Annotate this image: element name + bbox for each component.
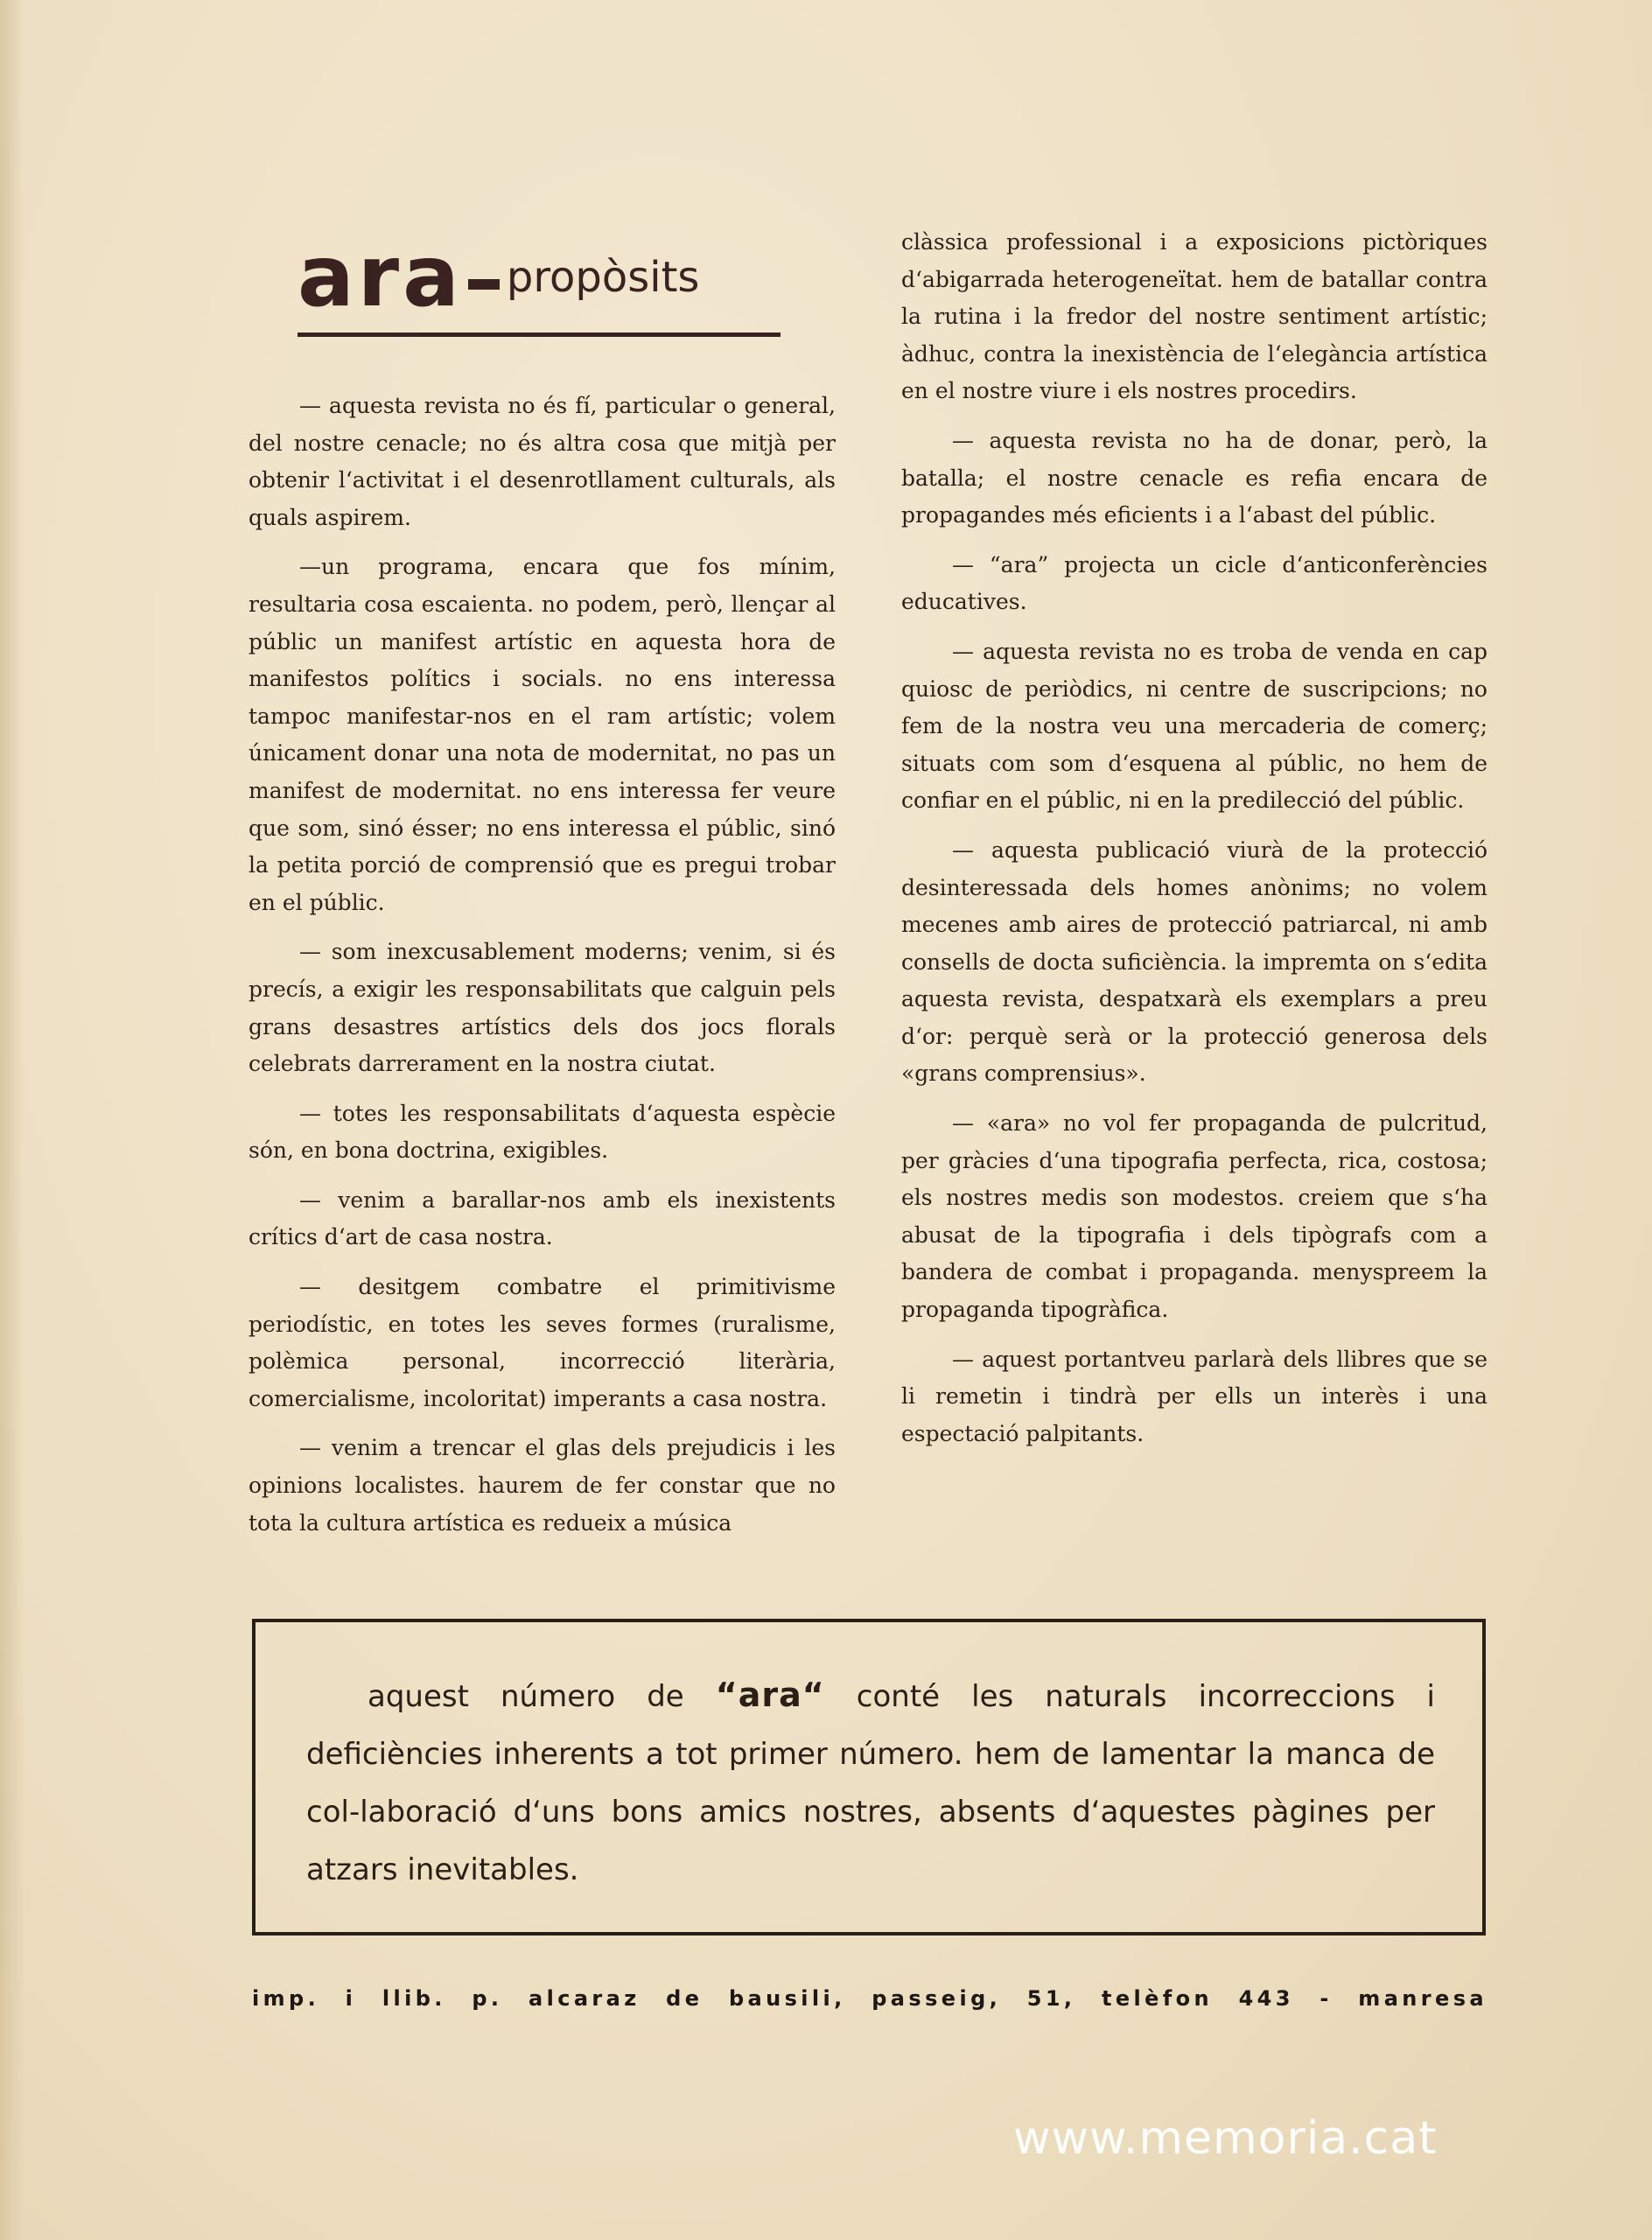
paper-edge-shadow bbox=[0, 0, 24, 2240]
paragraph: — aquesta revista no es troba de venda en cap quiosc de periòdics, ni centre de suscripcions; no fem de la nostra veu una mercaderia de comerç; situats com som d‘esquena al públic, no hem de confiar en el públic, ni en la predilecció del públic. bbox=[901, 638, 1488, 814]
paragraph: — venim a trencar el glas dels prejudicis i les opinions localistes. haurem de fer constar que no tota la cultura artística es redueix a música bbox=[248, 1435, 836, 1536]
title-dash bbox=[468, 279, 500, 290]
right-column bbox=[901, 224, 1488, 1465]
notice-body: conté les naturals incorreccions i deficiències inherents a tot primer número. hem de lamentar la manca de col-laboració d‘uns bons amics nostres, absents d‘aquestes pàgines per atzars inevitables. bbox=[306, 1679, 1435, 1887]
paragraph-continuation: clàssica professional i a exposicions pictòriques d‘abigarrada heterogeneïtat. hem de batallar contra la rutina i la fredor del nostre sentiment artístic; àdhuc, contra la inexistència de l‘elegància artística en el nostre viure i els nostres procedirs. bbox=[901, 229, 1488, 404]
paragraph: — som inexcusablement moderns; venim, si és precís, a exigir les responsabilitats que calguin pels grans desastres artístics dels dos jocs florals celebrats darrerament en la nostra ciutat. bbox=[248, 939, 836, 1077]
notice-ara-name: “ara“ bbox=[715, 1676, 825, 1714]
paragraph: — aquesta revista no és fí, particular o general, del nostre cenacle; no és altra cosa que mitjà per obtenir l‘activitat i el desenrotllament culturals, als quals aspirem. bbox=[248, 393, 836, 530]
paragraph: — venim a barallar-nos amb els inexistents crítics d‘art de casa nostra. bbox=[248, 1186, 836, 1250]
paragraph: — “ara” projecta un cicle d‘anticonferències educatives. bbox=[901, 551, 1488, 615]
paragraph: — aquesta publicació viurà de la protecció desinteressada dels homes anònims; no volem mecenes amb aires de protecció patriarcal, ni amb consells de docta suficiència. la impremta on s‘edita aquesta revista, despatxarà els exemplars a preu d‘or: perquè serà or la protecció generosa dels «grans comprensius». bbox=[901, 836, 1488, 1087]
paragraph: —un programa, encara que fos mínim, resultaria cosa escaienta. no podem, però, llençar al públic un manifest artístic en aquesta hora de manifestos polítics i socials. no ens interessa tampoc manifestar-nos en el ram artístic; volem únicament donar una nota de modernitat, no pas un manifest de modernitat. no ens interessa fer veure que som, sinó ésser; no ens interessa el públic, sinó la petita porció de comprensió que es pregui trobar en el públic. bbox=[248, 554, 836, 915]
title-main: ara bbox=[298, 228, 463, 326]
paragraph: — desitgem combatre el primitivisme periodístic, en totes les seves formes (ruralisme, polèmica personal, incorrecció literària, comercialisme, incoloritat) imperants a casa nostra. bbox=[248, 1274, 836, 1411]
title-subtitle: propòsits bbox=[506, 253, 700, 302]
left-column bbox=[248, 388, 836, 1554]
paragraph: — totes les responsabilitats d‘aquesta espècie són, en bona doctrina, exigibles. bbox=[248, 1100, 836, 1164]
notice-text bbox=[306, 1666, 1435, 1899]
printer-imprint: imp. i llib. p. alcaraz de bausili, passeig, 51, telèfon 443 - manresa bbox=[252, 1986, 1488, 2011]
title-underline bbox=[298, 332, 780, 337]
watermark: www.memoria.cat bbox=[1013, 2112, 1438, 2165]
notice-box bbox=[252, 1619, 1486, 1936]
article-title bbox=[298, 228, 780, 326]
paragraph: — aquest portantveu parlarà dels llibres que se li remetin i tindrà per ells un interès i una espectació palpitants. bbox=[901, 1346, 1488, 1446]
paragraph: — «ara» no vol fer propaganda de pulcritud, per gràcies d‘una tipografia perfecta, rica, costosa; els nostres medis son modestos. creiem que s‘ha abusat de la tipografia i dels tipògrafs com a bandera de combat i propaganda. menyspreem la propaganda tipogràfica. bbox=[901, 1110, 1488, 1323]
paragraph: — aquesta revista no ha de donar, però, la batalla; el nostre cenacle es refia encara de propagandes més eficients i a l‘abast del públic. bbox=[901, 427, 1488, 528]
notice-lead: aquest número de bbox=[368, 1679, 716, 1714]
